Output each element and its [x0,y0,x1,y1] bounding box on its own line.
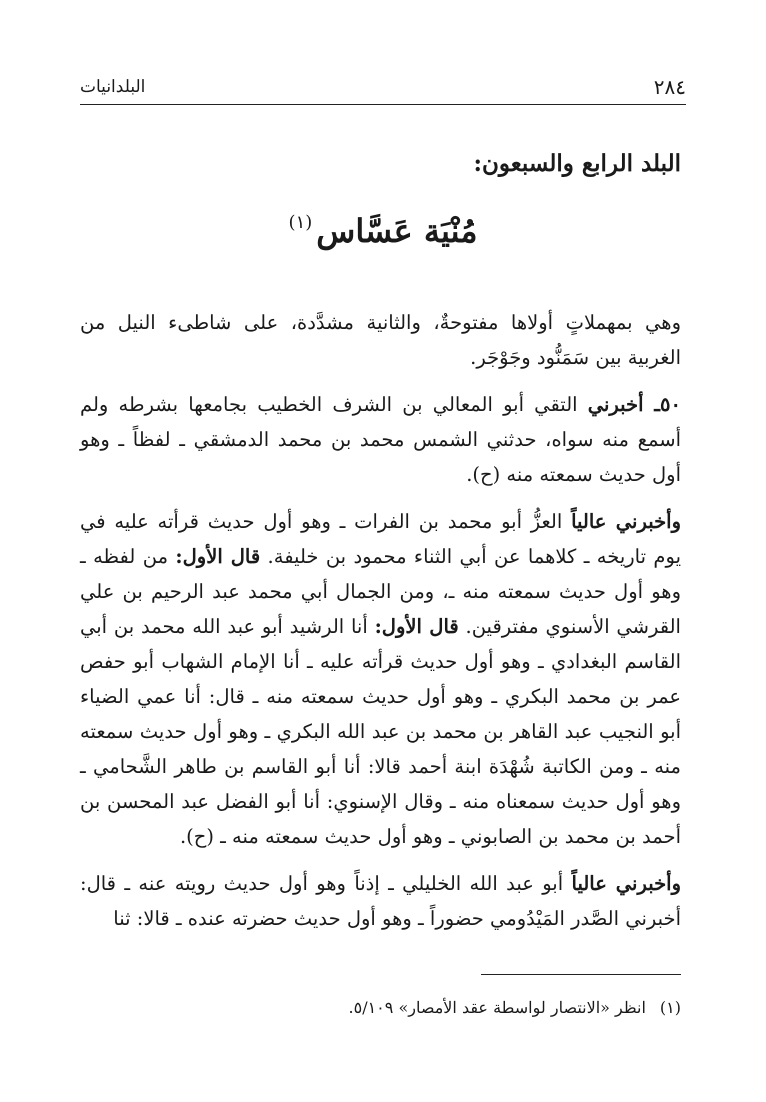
paragraph-lead: ٥٠ـ أخبرني [587,393,681,416]
header-divider [80,104,686,105]
paragraph-text: وهي بمهملاتٍ أولاها مفتوحةٌ، والثانية مشدَّدة، على شاطىء النيل من الغربية بين سَمَنُّود وجَوْجَر. [80,311,681,369]
footnote-number: (١) [659,998,681,1017]
paragraph-bold: قال الأول: [374,615,459,638]
chapter-title [0,212,766,250]
page-number: ٢٨٤ [653,75,686,99]
paragraph-bold: قال الأول: [175,545,261,568]
page-header [80,72,686,102]
section-label: البلد الرابع والسبعون: [473,150,681,177]
footnote [80,998,681,1017]
paragraph-intro [80,305,681,375]
paragraph-text: العزُّ أبو محمد بن الفرات ـ وهو أول حديث قرأته عليه في يوم تاريخه ـ كلاهما عن أبي الثناء محمود بن خليفة. [80,510,682,568]
running-title: البلدانيات [80,77,146,97]
paragraph-text: من لفظه ـ وهو أول حديث سمعته منه ـ، ومن الجمال أبي محمد عبد الرحيم بن علي القرشي الأسنوي مفترقين. [80,545,681,638]
title-footnote-ref: (١) [288,212,313,233]
chapter-title-text: مُنْيَة عَسَّاس [316,212,478,250]
footnote-divider [481,974,681,975]
paragraph-chain-2 [80,504,681,854]
paragraph-lead: وأخبرني عالياً [571,510,681,533]
paragraph-text: أنا الرشيد أبو عبد الله محمد بن أبي القاسم البغدادي ـ وهو أول حديث قرأته عليه ـ أنا الإمام الشهاب أبو حفص عمر بن محمد البكري ـ وهو أول حديث سمعته منه ـ قال: أنا عمي الضياء أبو النجيب عبد القاهر بن محمد بن عبد الله البكري ـ وهو أول حديث سمعته منه ـ ومن الكاتبة شُهْدَة ابنة أحمد قالا: أنا أبو القاسم بن طاهر الشَّحامي ـ وهو أول حديث سمعناه منه ـ وقال الإسنوي: أنا أبو الفضل عبد المحسن بن أحمد بن محمد بن الصابوني ـ وهو أول حديث سمعته منه ـ (ح). [80,615,681,848]
body-text [80,305,681,948]
paragraph-chain-3 [80,866,681,936]
paragraph-hadith-50 [80,387,681,492]
footnote-text: انظر «الانتصار لواسطة عقد الأمصار» ٥/١٠٩. [348,998,646,1017]
paragraph-lead: وأخبرني عالياً [571,872,681,895]
paragraph-text: أبو عبد الله الخليلي ـ إذناً وهو أول حديث رويته عنه ـ قال: أخبرني الصَّدر المَيْدُومي حضوراً ـ وهو أول حديث حضرته عنده ـ قالا: ثنا [80,872,681,930]
paragraph-text: التقي أبو المعالي بن الشرف الخطيب بجامعها بشرطه ولم أسمع منه سواه، حدثني الشمس محمد بن محمد الدمشقي ـ لفظاً ـ وهو أول حديث سمعته منه (ح). [80,393,681,486]
